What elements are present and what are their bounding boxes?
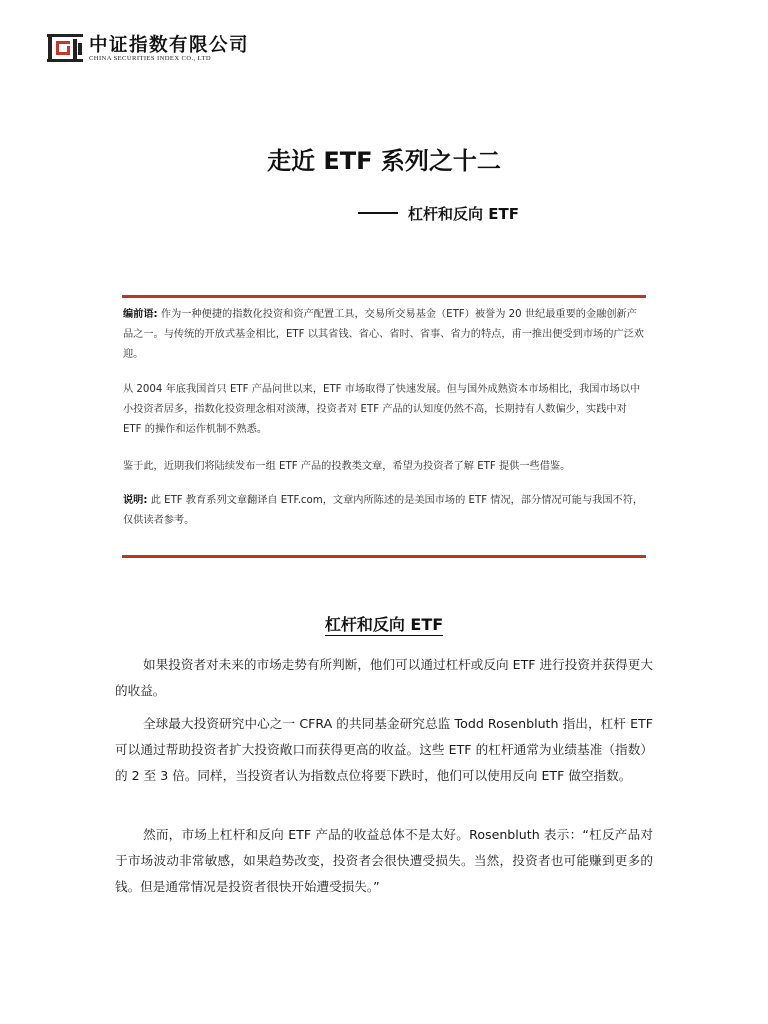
body-paragraph: 然而，市场上杠杆和反向 ETF 产品的收益总体不是太好。Rosenbluth 表示：“杠反产品对于市场波动非常敏感，如果趋势改变，投资者会很快遭受损失。当然，投资者也可能赚到更多的钱。但是通常情况是投资者很快开始遭受损失。” <box>115 827 653 894</box>
section-heading-text: 杠杆和反向 ETF <box>324 615 444 634</box>
subtitle-text: 杠杆和反向 ETF <box>408 205 519 223</box>
editor-note-text: 作为一种便捷的指数化投资和资产配置工具，交易所交易基金（ETF）被誉为 20 世纪最重要的金融创新产品之一。与传统的开放式基金相比，ETF 以其省钱、省心、省时、省事、省力的特点，甫一推出便受到市场的广泛欢迎。 <box>123 309 644 360</box>
csi-logo-icon <box>47 33 83 63</box>
disclaimer-label: 说明: <box>123 495 148 506</box>
disclaimer-text: 此 ETF 教育系列文章翻译自 ETF.com，文章内所陈述的是美国市场的 ETF 情况，部分情况可能与我国不符，仅供读者参考。 <box>123 495 644 526</box>
document-title: 走近 ETF 系列之十二 <box>267 147 501 175</box>
editor-note-label: 编前语: <box>123 309 158 320</box>
body-paragraph: 全球最大投资研究中心之一 CFRA 的共同基金研究总监 Todd Rosenbluth 指出，杠杆 ETF 可以通过帮助投资者扩大投资敞口而获得更高的收益。这些 ETF 的杠杆通常为业绩基准（指数）的 2 至 3 倍。同样，当投资者认为指数点位将要下跌时，他们可以使用反向 ETF 做空指数。 <box>115 716 653 783</box>
document-subtitle <box>358 203 519 224</box>
section-heading <box>0 612 768 635</box>
editor-note-top-rule <box>122 295 646 298</box>
editor-note-history: 从 2004 年底我国首只 ETF 产品问世以来，ETF 市场取得了快速发展。但与国外成熟资本市场相比，我国市场以中小投资者居多，指数化投资理念相对淡薄，投资者对 ETF 产品的认知度仍然不高，长期持有人数偏少，实践中对 ETF 的操作和运作机制不熟悉。 <box>123 384 641 435</box>
company-name-cn: 中证指数有限公司 <box>89 35 250 56</box>
em-dash-rule <box>358 212 398 214</box>
editor-note-disclaimer <box>123 491 647 531</box>
company-logo <box>47 31 307 67</box>
editor-note-intro <box>123 305 647 365</box>
editor-note-purpose: 鉴于此，近期我们将陆续发布一组 ETF 产品的投教类文章，希望为投资者了解 ETF 提供一些借鉴。 <box>123 461 571 472</box>
body-paragraph: 如果投资者对未来的市场走势有所判断，他们可以通过杠杆或反向 ETF 进行投资并获得更大的收益。 <box>115 657 653 698</box>
editor-note-bottom-rule <box>122 555 646 558</box>
company-name-en: CHINA SECURITIES INDEX CO., LTD <box>89 55 212 62</box>
